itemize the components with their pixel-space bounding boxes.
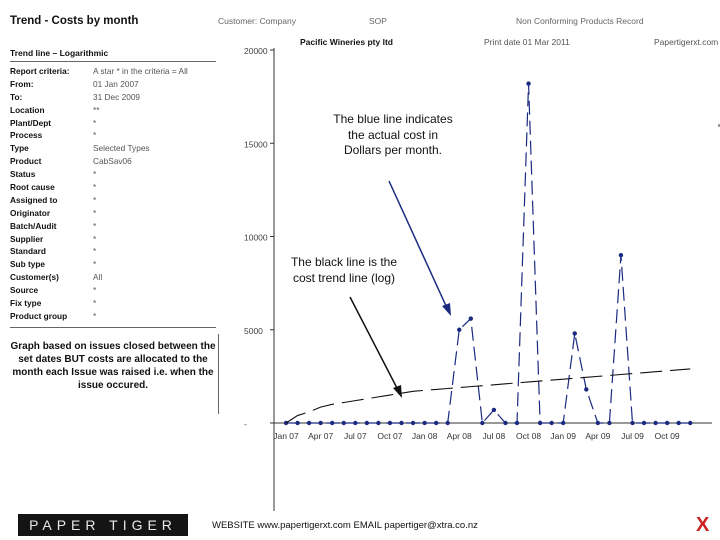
footer-contact: WEBSITE www.papertigerxt.com EMAIL papertiger@xtra.co.nz xyxy=(212,520,478,531)
report-title: Trend - Costs by month xyxy=(10,15,139,27)
criteria-label: Assigned to xyxy=(10,194,58,205)
cost-data-point xyxy=(480,421,484,425)
cost-data-point xyxy=(665,421,669,425)
criteria-label: Product xyxy=(10,156,42,167)
cost-data-point xyxy=(584,387,588,391)
criteria-value: 31 Dec 2009 xyxy=(93,91,141,102)
criteria-value: * xyxy=(93,169,97,180)
chart-subtitle: Trend line – Logarithmic xyxy=(10,48,109,58)
cost-data-point xyxy=(538,421,542,425)
criteria-label: Process xyxy=(10,130,43,141)
criteria-value: ** xyxy=(93,104,100,115)
cost-data-point xyxy=(307,421,311,425)
cost-data-point xyxy=(596,421,600,425)
cost-data-point xyxy=(457,328,461,332)
x-tick-label: Jul 09 xyxy=(621,431,644,441)
chart-ticks xyxy=(244,46,680,441)
blue-arrow-head xyxy=(442,303,451,316)
criteria-value: 01 Jan 2007 xyxy=(93,78,139,89)
black-line-annotation-text: The black line is the cost trend line (log) xyxy=(290,255,398,285)
criteria-label: From: xyxy=(10,78,34,89)
criteria-label: Sub type xyxy=(10,259,46,270)
criteria-label: Report criteria: xyxy=(10,66,70,76)
black-arrow-head xyxy=(393,385,402,398)
x-tick-label: Oct 08 xyxy=(516,431,542,441)
criteria-value: A star * in the criteria = All xyxy=(93,66,188,76)
brand-x-icon: X xyxy=(696,514,710,536)
cost-data-point xyxy=(469,316,473,320)
blue-line-annotation xyxy=(330,112,456,159)
criteria-label: Batch/Audit xyxy=(10,220,57,231)
cost-data-point xyxy=(619,253,623,257)
cost-data-point xyxy=(342,421,346,425)
site-name: Papertigerxt.com xyxy=(654,37,719,47)
y-tick-label: 20000 xyxy=(244,46,268,56)
cost-data-point xyxy=(330,421,334,425)
x-tick-label: Apr 09 xyxy=(585,431,611,441)
cost-data-point xyxy=(515,421,519,425)
cost-data-point xyxy=(434,421,438,425)
x-tick-label: Apr 08 xyxy=(446,431,472,441)
x-tick-label: Jul 08 xyxy=(482,431,506,441)
x-tick-label: Apr 07 xyxy=(308,431,334,441)
x-tick-label: Oct 07 xyxy=(377,431,403,441)
x-tick-label: Oct 09 xyxy=(654,431,680,441)
criteria-value: * xyxy=(93,246,97,257)
cost-data-point xyxy=(446,421,450,425)
criteria-label: Status xyxy=(10,169,36,180)
criteria-value: * xyxy=(93,182,97,193)
cost-data-point xyxy=(388,421,392,425)
criteria-value: * xyxy=(93,285,97,296)
y-tick-label: 15000 xyxy=(244,139,268,150)
criteria-label: Source xyxy=(10,285,39,296)
criteria-label: To: xyxy=(10,91,23,102)
y-tick-label: - xyxy=(244,419,247,429)
criteria-value: CabSav06 xyxy=(93,156,132,167)
cost-data-point xyxy=(399,421,403,425)
header-customer: Customer: Company xyxy=(218,16,296,26)
cost-data-point xyxy=(653,421,657,425)
cost-data-point xyxy=(688,421,692,425)
criteria-label: Root cause xyxy=(10,182,55,193)
cost-data-point xyxy=(492,408,496,412)
criteria-value: * xyxy=(93,220,97,231)
x-tick-label: Jan 09 xyxy=(550,431,576,441)
black-arrow-shaft xyxy=(350,297,398,390)
criteria-value: * xyxy=(93,233,97,244)
graph-note: Graph based on issues closed between the set dates BUT costs are allocated to the month each Issue was raised i.e. when the issue occured. xyxy=(10,341,216,391)
y-tick-label: 5000 xyxy=(244,325,263,336)
criteria-value: All xyxy=(93,272,103,283)
cost-data-point xyxy=(353,421,357,425)
black-line-annotation xyxy=(279,255,409,286)
criteria-label: Supplier xyxy=(10,233,44,244)
annotation-arrows xyxy=(350,181,451,398)
criteria-value: * xyxy=(93,298,97,309)
cost-data-point xyxy=(607,421,611,425)
cost-data-point xyxy=(503,421,507,425)
criteria-label: Fix type xyxy=(10,298,42,309)
cost-data-point xyxy=(422,421,426,425)
cost-data-point xyxy=(549,421,553,425)
x-tick-label: Jan 08 xyxy=(411,431,438,441)
cost-data-point xyxy=(642,421,646,425)
criteria-value: * xyxy=(93,259,97,270)
cost-data-point xyxy=(376,421,380,425)
criteria-value: * xyxy=(93,130,97,141)
cost-data-point xyxy=(295,421,299,425)
criteria-label: Location xyxy=(10,104,45,115)
y-tick-label: 10000 xyxy=(244,232,268,243)
cost-data-point xyxy=(561,421,565,425)
blue-line-annotation-text: The blue line indicates the actual cost in Dollars per month. xyxy=(333,112,453,157)
criteria-label: Standard xyxy=(10,246,46,257)
x-tick-label: Jul 07 xyxy=(343,431,367,441)
paper-tiger-logo: PAPER TIGER xyxy=(18,514,188,536)
print-date: Print date 01 Mar 2011 xyxy=(484,37,570,47)
cost-data-point xyxy=(365,421,369,425)
criteria-label: Product group xyxy=(10,310,68,321)
cost-data-point xyxy=(318,421,322,425)
criteria-value: Selected Types xyxy=(93,143,150,154)
criteria-label: Type xyxy=(10,143,29,154)
criteria-label: Originator xyxy=(10,207,51,218)
cost-data-point xyxy=(573,331,577,335)
header-record-type: Non Conforming Products Record xyxy=(516,16,644,26)
criteria-value: * xyxy=(93,117,97,128)
criteria-label: Plant/Dept xyxy=(10,117,52,128)
blue-arrow-shaft xyxy=(389,181,447,308)
criteria-value: * xyxy=(93,194,97,205)
criteria-value: * xyxy=(93,310,97,321)
cost-data-point xyxy=(411,421,415,425)
criteria-value: * xyxy=(93,207,97,218)
cost-data-point xyxy=(677,421,681,425)
company-name: Pacific Wineries pty ltd xyxy=(300,37,393,47)
criteria-label: Customer(s) xyxy=(10,272,59,283)
header-sop: SOP xyxy=(369,16,387,26)
x-tick-label: Jan 07 xyxy=(273,431,299,441)
cost-data-point xyxy=(630,421,634,425)
cost-data-point xyxy=(526,81,530,85)
